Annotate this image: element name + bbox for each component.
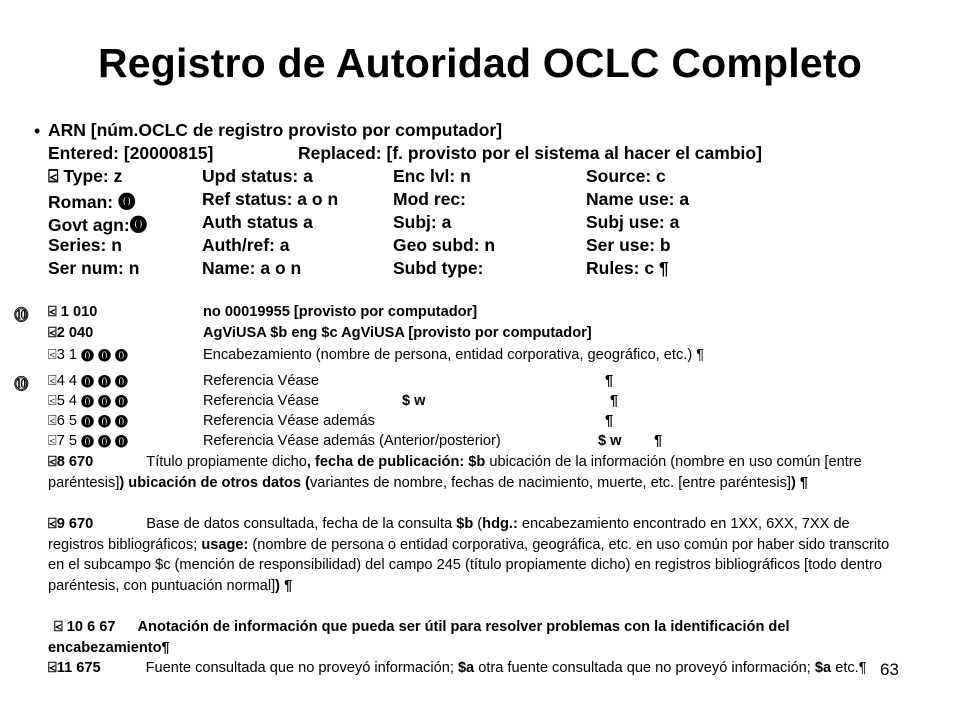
field-11-part: Fuente consultada que no proveyó información; [145, 660, 458, 676]
field-9-part: (nombre de persona o entidad corporativa, geográfica, etc. en uso común por haber sido transcrito en el subcampo $c (mención de responsibilidad) del campo 245 (título propiamente dicho) en registros bibliográficos [todo dentro paréntesis, con puntuación normal] [48, 536, 890, 594]
field-8-part: Título propiamente dicho [146, 454, 307, 470]
field-11-part: $a [814, 660, 832, 676]
type-field: ⍃ Type: z [48, 166, 123, 186]
name-field: Name: a o n [202, 258, 302, 278]
field-10-paragraph [48, 617, 898, 658]
arn-line: ARN [núm.OCLC de registro provisto por computador] [48, 120, 503, 140]
page-title: Registro de Autoridad OCLC Completo [98, 40, 862, 86]
field-11-part: etc.¶ [831, 660, 867, 676]
field-8-part: variantes de nombre, fechas de nacimiento, muerte, etc. [entre paréntesis] [309, 474, 791, 491]
auth-status-field: Auth status a [202, 212, 313, 232]
subj-field: Subj: a [393, 212, 452, 232]
entered-line: Entered: [20000815] [48, 143, 214, 163]
field-9-paragraph [48, 514, 898, 596]
field-2-text: AgViUSA $b eng $c AgViUSA [provisto por computador] [203, 325, 592, 341]
field-7-text: Referencia Véase además (Anterior/posterior) [203, 433, 501, 449]
field-8-part: nombre en uso común [entre paréntesis] [48, 454, 862, 491]
field-4-tag: ⍃4 4 ⓿ ⓿ ⓿ [48, 373, 128, 389]
field-9-part: ) ¶ [275, 577, 293, 594]
field-11-paragraph [48, 658, 878, 679]
group-marker-icon: ⓾ [14, 377, 29, 393]
replaced-line: Replaced: [f. provisto por el sistema al hacer el cambio] [298, 143, 762, 163]
rules-field: Rules: c ¶ [586, 258, 669, 278]
field-8-part: , fecha de publicación: $b [306, 454, 486, 470]
field-1-text: no 00019955 [provisto por computador] [203, 304, 478, 320]
field-6-end: ¶ [605, 413, 614, 429]
field-5-text: Referencia Véase [203, 393, 320, 409]
ser-use-field: Ser use: b [586, 235, 671, 255]
field-8-tag: ⍃8 670 [48, 454, 94, 470]
source-field: Source: c [586, 166, 666, 186]
field-9-part: encabezamiento encontrado en 1XX, 6XX, 7XX de registros bibliográficos; [48, 516, 850, 553]
field-8-part: ) ubicación de otros datos ( [119, 474, 310, 491]
field-6-tag: ⍃6 5 ⓿ ⓿ ⓿ [48, 413, 128, 429]
field-5-end: ¶ [610, 393, 619, 409]
field-9-part: Base de datos consultada, fecha de la consulta [146, 516, 457, 532]
field-11-tag: ⍃11 675 [48, 660, 101, 676]
field-10-tag: ⍃ 10 6 67 [54, 619, 116, 635]
field-7-tag: ⍃7 5 ⓿ ⓿ ⓿ [48, 433, 128, 449]
field-4-end: ¶ [605, 373, 614, 389]
field-7-subfield: $ w [598, 433, 622, 449]
field-8-paragraph [48, 452, 898, 493]
field-8-part: ) ¶ [790, 474, 809, 491]
name-use-field: Name use: a [586, 189, 690, 209]
subd-type-field: Subd type: [393, 258, 484, 278]
field-4-text: Referencia Véase [203, 373, 320, 389]
field-1-tag: ⍃ 1 010 [48, 304, 98, 320]
ser-num-field: Ser num: n [48, 258, 140, 278]
field-9-part: usage: [201, 536, 249, 553]
page-number: 63 [880, 660, 899, 679]
field-9-tag: ⍃9 670 [48, 516, 94, 532]
series-field: Series: n [48, 235, 122, 255]
field-7-end: ¶ [654, 433, 663, 449]
field-8-part: ubicación de la información ( [485, 454, 676, 470]
field-6-text: Referencia Véase además [203, 413, 375, 429]
subj-use-field: Subj use: a [586, 212, 680, 232]
auth-ref-field: Auth/ref: a [202, 235, 290, 255]
mod-rec-field: Mod rec: [393, 189, 466, 209]
field-3-text: Encabezamiento (nombre de persona, entidad corporativa, geográfico, etc.) ¶ [203, 347, 705, 363]
govt-agn-field: Govt agn:⓿ [48, 215, 148, 235]
field-9-part: ( [473, 516, 483, 532]
field-11-part: $a [457, 660, 475, 676]
field-9-part: $b [456, 516, 474, 532]
field-5-subfield: $ w [402, 393, 426, 409]
field-10-text: Anotación de información que pueda ser útil para resolver problemas con la identificación del encabezamiento¶ [48, 619, 790, 656]
enc-lvl-field: Enc lvl: n [393, 166, 471, 186]
bullet-marker: • [34, 121, 41, 141]
field-2-tag: ⍃2 040 [48, 325, 94, 341]
field-3-tag: ⍃3 1 ⓿ ⓿ ⓿ [48, 347, 128, 363]
roman-field: Roman: ⓿ [48, 192, 136, 212]
group-marker-icon: ⓾ [14, 308, 29, 324]
geo-subd-field: Geo subd: n [393, 235, 496, 255]
field-5-tag: ⍃5 4 ⓿ ⓿ ⓿ [48, 393, 128, 409]
ref-status-field: Ref status: a o n [202, 189, 339, 209]
field-11-part: otra fuente consultada que no proveyó información; [474, 660, 815, 676]
upd-status-field: Upd status: a [202, 166, 313, 186]
field-9-part: hdg.: [482, 516, 518, 532]
